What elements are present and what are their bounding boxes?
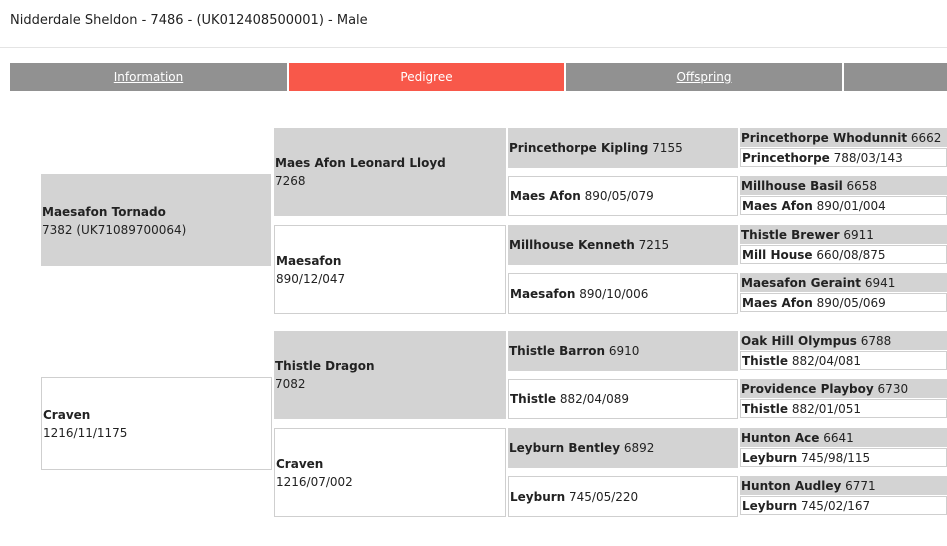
pedigree-gen4-7[interactable]	[740, 273, 947, 292]
animal-detail: 882/01/051	[791, 401, 861, 416]
pedigree-gen4-9[interactable]	[740, 331, 947, 350]
animal-detail: 7268	[275, 174, 306, 188]
animal-name: Princethorpe Kipling	[509, 141, 649, 155]
pedigree-gen3-5[interactable]	[508, 331, 738, 371]
animal-name: Hunton Ace	[741, 430, 820, 445]
animal-name: Thistle Barron	[509, 344, 606, 358]
animal-name: Thistle	[742, 353, 788, 368]
pedigree-gen4-1[interactable]	[740, 128, 947, 147]
animal-name: Leyburn	[510, 489, 566, 504]
animal-detail: 6771	[845, 478, 876, 493]
animal-detail: 890/05/079	[584, 189, 654, 203]
tab-pedigree[interactable]	[289, 63, 564, 91]
animal-detail: 7382 (UK71089700064)	[42, 223, 187, 237]
animal-detail: 6641	[823, 430, 854, 445]
animal-name: Craven	[276, 457, 324, 471]
animal-name: Craven	[43, 408, 91, 422]
pedigree-gen4-8[interactable]	[740, 293, 947, 312]
pedigree-gen4-3[interactable]	[740, 176, 947, 195]
animal-detail: 1216/07/002	[276, 475, 353, 489]
pedigree-gen4-4[interactable]	[740, 196, 947, 215]
animal-name: Maes Afon Leonard Lloyd	[275, 156, 446, 170]
pedigree-dam-sire[interactable]	[274, 331, 506, 419]
animal-name: Millhouse Basil	[741, 178, 843, 193]
animal-detail: 882/04/081	[791, 353, 861, 368]
tab-information-label: Information	[113, 70, 184, 84]
animal-name: Maesafon	[276, 254, 342, 268]
animal-detail: 7155	[652, 141, 683, 155]
animal-detail: 745/02/167	[801, 498, 871, 513]
animal-detail: 6662	[910, 130, 942, 145]
header-divider	[0, 47, 947, 48]
animal-name: Princethorpe	[742, 150, 830, 165]
animal-name: Providence Playboy	[741, 381, 874, 396]
animal-detail: 6658	[846, 178, 878, 193]
animal-name: Thistle Dragon	[275, 359, 375, 373]
pedigree-gen3-4[interactable]	[508, 273, 738, 314]
animal-name: Millhouse Kenneth	[509, 238, 635, 252]
animal-name: Maesafon Tornado	[42, 205, 166, 219]
pedigree-gen3-8[interactable]	[508, 476, 738, 517]
pedigree-gen4-12[interactable]	[740, 399, 947, 418]
tab-information[interactable]	[10, 63, 287, 91]
animal-name: Mill House	[742, 247, 813, 262]
pedigree-gen3-6[interactable]	[508, 379, 738, 419]
animal-detail: 882/04/089	[559, 392, 629, 406]
animal-detail: 6892	[623, 441, 655, 455]
pedigree-dam[interactable]	[41, 377, 272, 470]
animal-detail: 1216/11/1175	[43, 426, 128, 440]
pedigree-sire-dam[interactable]	[274, 225, 506, 314]
pedigree-gen4-16[interactable]	[740, 496, 947, 515]
animal-detail: 7215	[638, 238, 670, 252]
animal-detail: 6941	[864, 275, 896, 290]
page-title: Nidderdale Sheldon - 7486 - (UK012408500001) - Male	[10, 13, 368, 28]
pedigree-gen4-11[interactable]	[740, 379, 947, 398]
animal-detail: 890/05/069	[816, 295, 886, 310]
animal-detail: 660/08/875	[816, 247, 886, 262]
animal-detail: 890/01/004	[816, 198, 886, 213]
animal-name: Maes Afon	[742, 295, 813, 310]
animal-detail: 6910	[608, 344, 640, 358]
animal-name: Thistle	[510, 392, 556, 406]
pedigree-gen3-2[interactable]	[508, 176, 738, 216]
animal-detail: 745/98/115	[801, 450, 871, 465]
tab-bar	[10, 63, 947, 91]
animal-detail: 745/05/220	[569, 489, 639, 504]
animal-name: Oak Hill Olympus	[741, 333, 857, 348]
pedigree-gen4-10[interactable]	[740, 351, 947, 370]
tab-offspring[interactable]	[566, 63, 842, 91]
animal-detail: 6788	[860, 333, 892, 348]
animal-name: Maes Afon	[742, 198, 813, 213]
animal-name: Maesafon	[510, 286, 576, 301]
animal-name: Leyburn	[742, 450, 798, 465]
pedigree-gen4-2[interactable]	[740, 148, 947, 167]
animal-name: Leyburn	[742, 498, 798, 513]
pedigree-gen4-5[interactable]	[740, 225, 947, 244]
tab-pedigree-label: Pedigree	[400, 70, 453, 84]
pedigree-sire-sire[interactable]	[274, 128, 506, 216]
animal-detail: 890/12/047	[276, 272, 346, 286]
animal-name: Princethorpe Whodunnit	[741, 130, 908, 145]
animal-detail: 7082	[275, 377, 306, 391]
pedigree-sire[interactable]	[41, 174, 271, 266]
animal-name: Maesafon Geraint	[741, 275, 861, 290]
animal-detail: 6911	[843, 227, 874, 242]
pedigree-gen3-1[interactable]	[508, 128, 738, 168]
animal-name: Leyburn Bentley	[509, 441, 621, 455]
animal-detail: 6730	[877, 381, 909, 396]
animal-name: Thistle Brewer	[741, 227, 840, 242]
pedigree-gen3-3[interactable]	[508, 225, 738, 265]
animal-detail: 890/10/006	[579, 286, 649, 301]
animal-detail: 788/03/143	[833, 150, 903, 165]
pedigree-gen4-13[interactable]	[740, 428, 947, 447]
animal-name: Maes Afon	[510, 189, 581, 203]
pedigree-gen3-7[interactable]	[508, 428, 738, 468]
animal-name: Hunton Audley	[741, 478, 842, 493]
tab-offspring-label: Offspring	[676, 70, 732, 84]
pedigree-dam-dam[interactable]	[274, 428, 506, 517]
pedigree-gen4-14[interactable]	[740, 448, 947, 467]
pedigree-gen4-15[interactable]	[740, 476, 947, 495]
animal-name: Thistle	[742, 401, 788, 416]
pedigree-gen4-6[interactable]	[740, 245, 947, 264]
tab-extra[interactable]	[844, 63, 947, 91]
